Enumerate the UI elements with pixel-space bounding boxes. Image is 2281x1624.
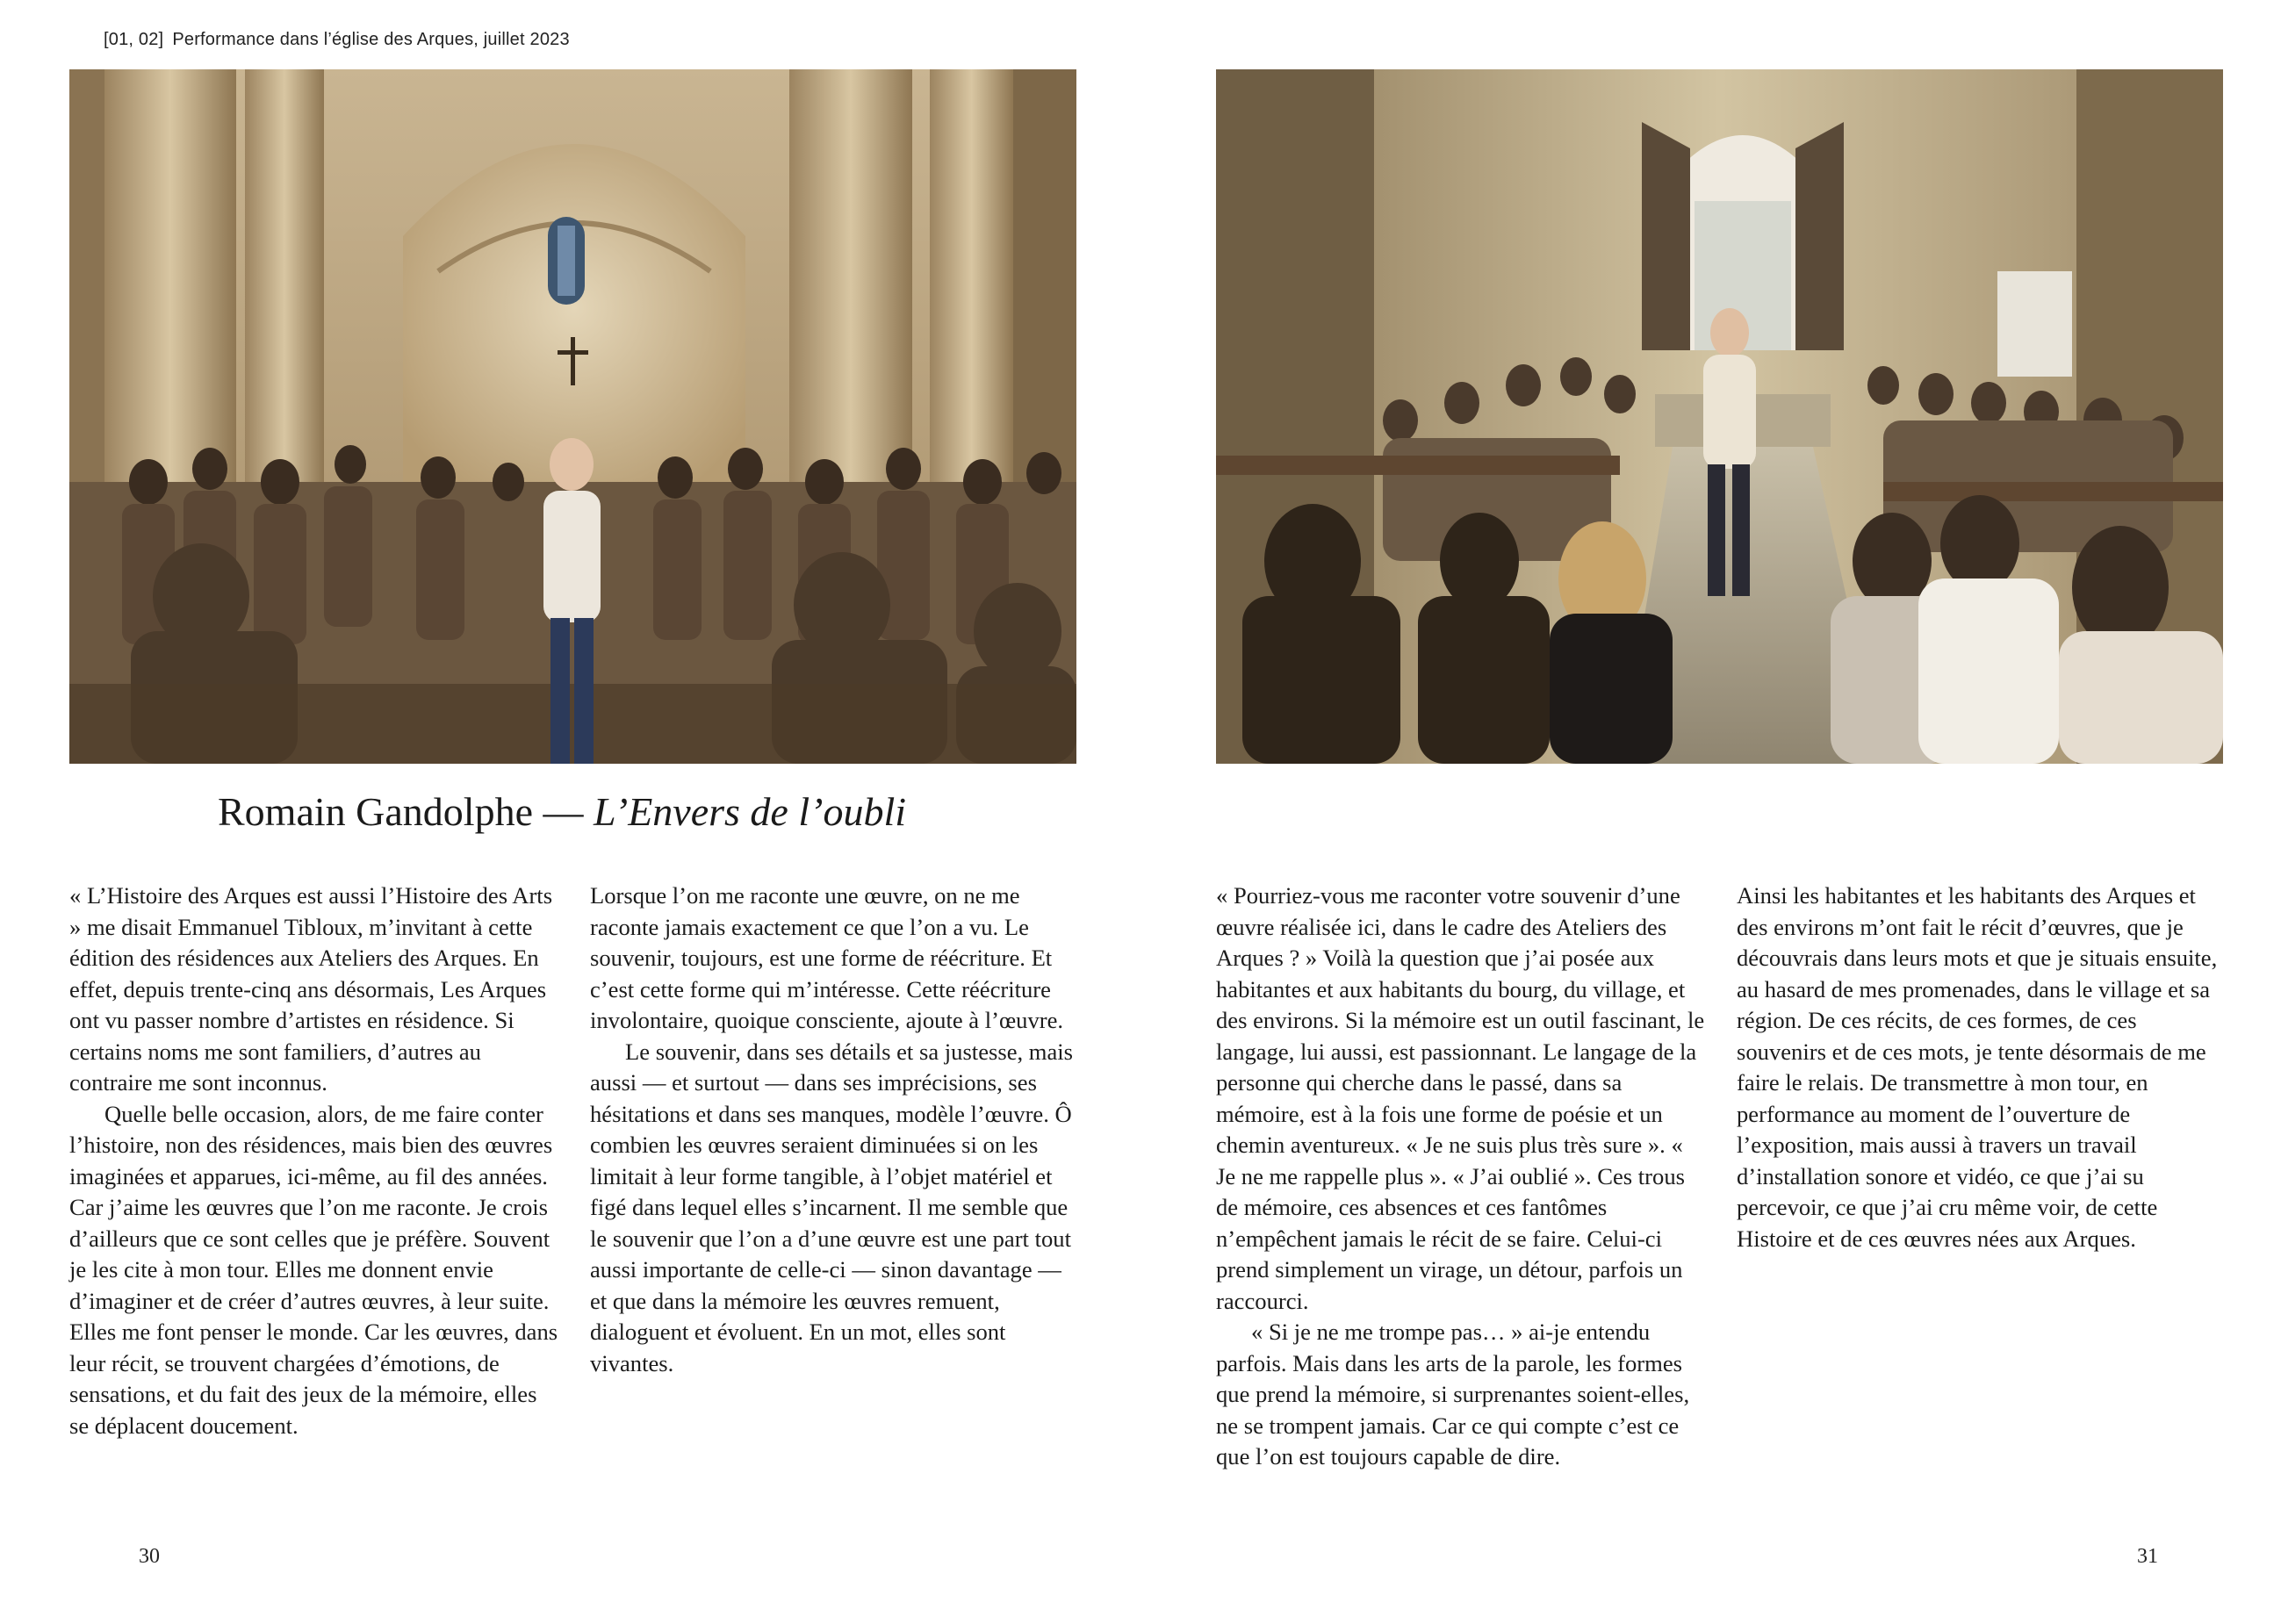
article-author: Romain Gandolphe —	[218, 789, 584, 834]
text-column-2	[590, 880, 1082, 1379]
photo-left-church-apse	[69, 69, 1076, 764]
text-column-4	[1737, 880, 2228, 1254]
paragraph: Ainsi les habitantes et les habitants des Arques et des environs m’ont fait le récit d’œuvres, que je découvrais dans leurs mots et que je situais ensuite, au hasard de mes promenades, dans le village et sa région. De ces récits, de ces formes, de ces souvenirs et de ces mots, je tente désormais de me faire le relais. De transmettre à mon tour, en performance au moment de l’ouverture de l’exposition, mais aussi à travers un travail d’installation sonore et vidéo, ce que j’ai su percevoir, ce que j’ai cru même voir, de cette Histoire et de ces œuvres nées aux Arques.	[1737, 882, 2218, 1252]
page-number-left: 30	[139, 1545, 160, 1568]
text-column-1	[69, 880, 561, 1441]
paragraph: « L’Histoire des Arques est aussi l’Histoire des Arts » me disait Emmanuel Tibloux, m’invitant à cette édition des résidences aux Ateliers des Arques. En effet, depuis trente-cinq ans désormais, Les Arques ont vu passer nombre d’artistes en résidence. Si certains noms me sont familiers, d’autres au contraire me sont inconnus.	[69, 882, 553, 1096]
article-title	[218, 788, 906, 835]
caption-reference: [01, 02]	[104, 30, 164, 49]
text-column-3	[1216, 880, 1708, 1473]
paragraph: « Si je ne me trompe pas… » ai-je entendu parfois. Mais dans les arts de la parole, les formes que prend la mémoire, si surprenantes soient-elles, ne se trompent jamais. Car ce qui compte c’est ce que l’on est toujours capable de dire.	[1216, 1319, 1690, 1470]
paragraph: Le souvenir, dans ses détails et sa justesse, mais aussi — et surtout — dans ses imprécisions, ses hésitations et dans ses manques, modèle l’œuvre. Ô combien les œuvres seraient diminuées si on les limitait à leur forme tangible, à l’objet matériel et figé dans lequel elles s’incarnent. Il me semble que le souvenir que l’on a d’une œuvre est une part tout aussi importante de celle-ci — sinon davantage — et que dans la mémoire les œuvres remuent, dialoguent et évoluent. En un mot, elles sont vivantes.	[590, 1038, 1074, 1376]
paragraph: « Pourriez-vous me raconter votre souvenir d’une œuvre réalisée ici, dans le cadre des Ateliers des Arques ? » Voilà la question que j’ai posée aux habitantes et aux habitants du bourg, du village, et des environs. Si la mémoire est un outil fascinant, le langage, lui aussi, est passionnant. Le langage de la personne qui cherche dans le passé, dans sa mémoire, est à la fois une forme de poésie et un chemin aventureux. « Je ne suis plus très sure ». « Je ne me rappelle plus ». « J’ai oublié ». Ces trous de mémoire, ces absences et ces fantômes n’empêchent jamais le récit de se faire. Celui-ci prend simplement un virage, un détour, parfois un raccourci.	[1216, 882, 1705, 1314]
page-number-right: 31	[2137, 1545, 2158, 1568]
paragraph: Quelle belle occasion, alors, de me faire conter l’histoire, non des résidences, mais bien des œuvres imaginées et apparues, ici-même, au fil des années. Car j’aime les œuvres que l’on me raconte. Je crois d’ailleurs que ce sont celles que je préfère. Souvent je les cite à mon tour. Elles me donnent envie d’imaginer et de créer d’autres œuvres, à leur suite. Elles me font penser le monde. Car les œuvres, dans leur récit, se trouvent chargées d’émotions, de sensations, et du fait des jeux de la mémoire, elles se déplacent doucement.	[69, 1100, 558, 1439]
paragraph: Lorsque l’on me raconte une œuvre, on ne me raconte jamais exactement ce que l’on a vu. Le souvenir, toujours, est une forme de réécriture. Et c’est cette forme qui m’intéresse. Cette réécriture involontaire, quoique consciente, ajoute à l’œuvre.	[590, 882, 1064, 1033]
photo-right-church-nave	[1216, 69, 2223, 764]
article-work-title: L’Envers de l’oubli	[594, 789, 907, 834]
photo-caption	[104, 30, 570, 50]
caption-text: Performance dans l’église des Arques, juillet 2023	[172, 30, 570, 49]
